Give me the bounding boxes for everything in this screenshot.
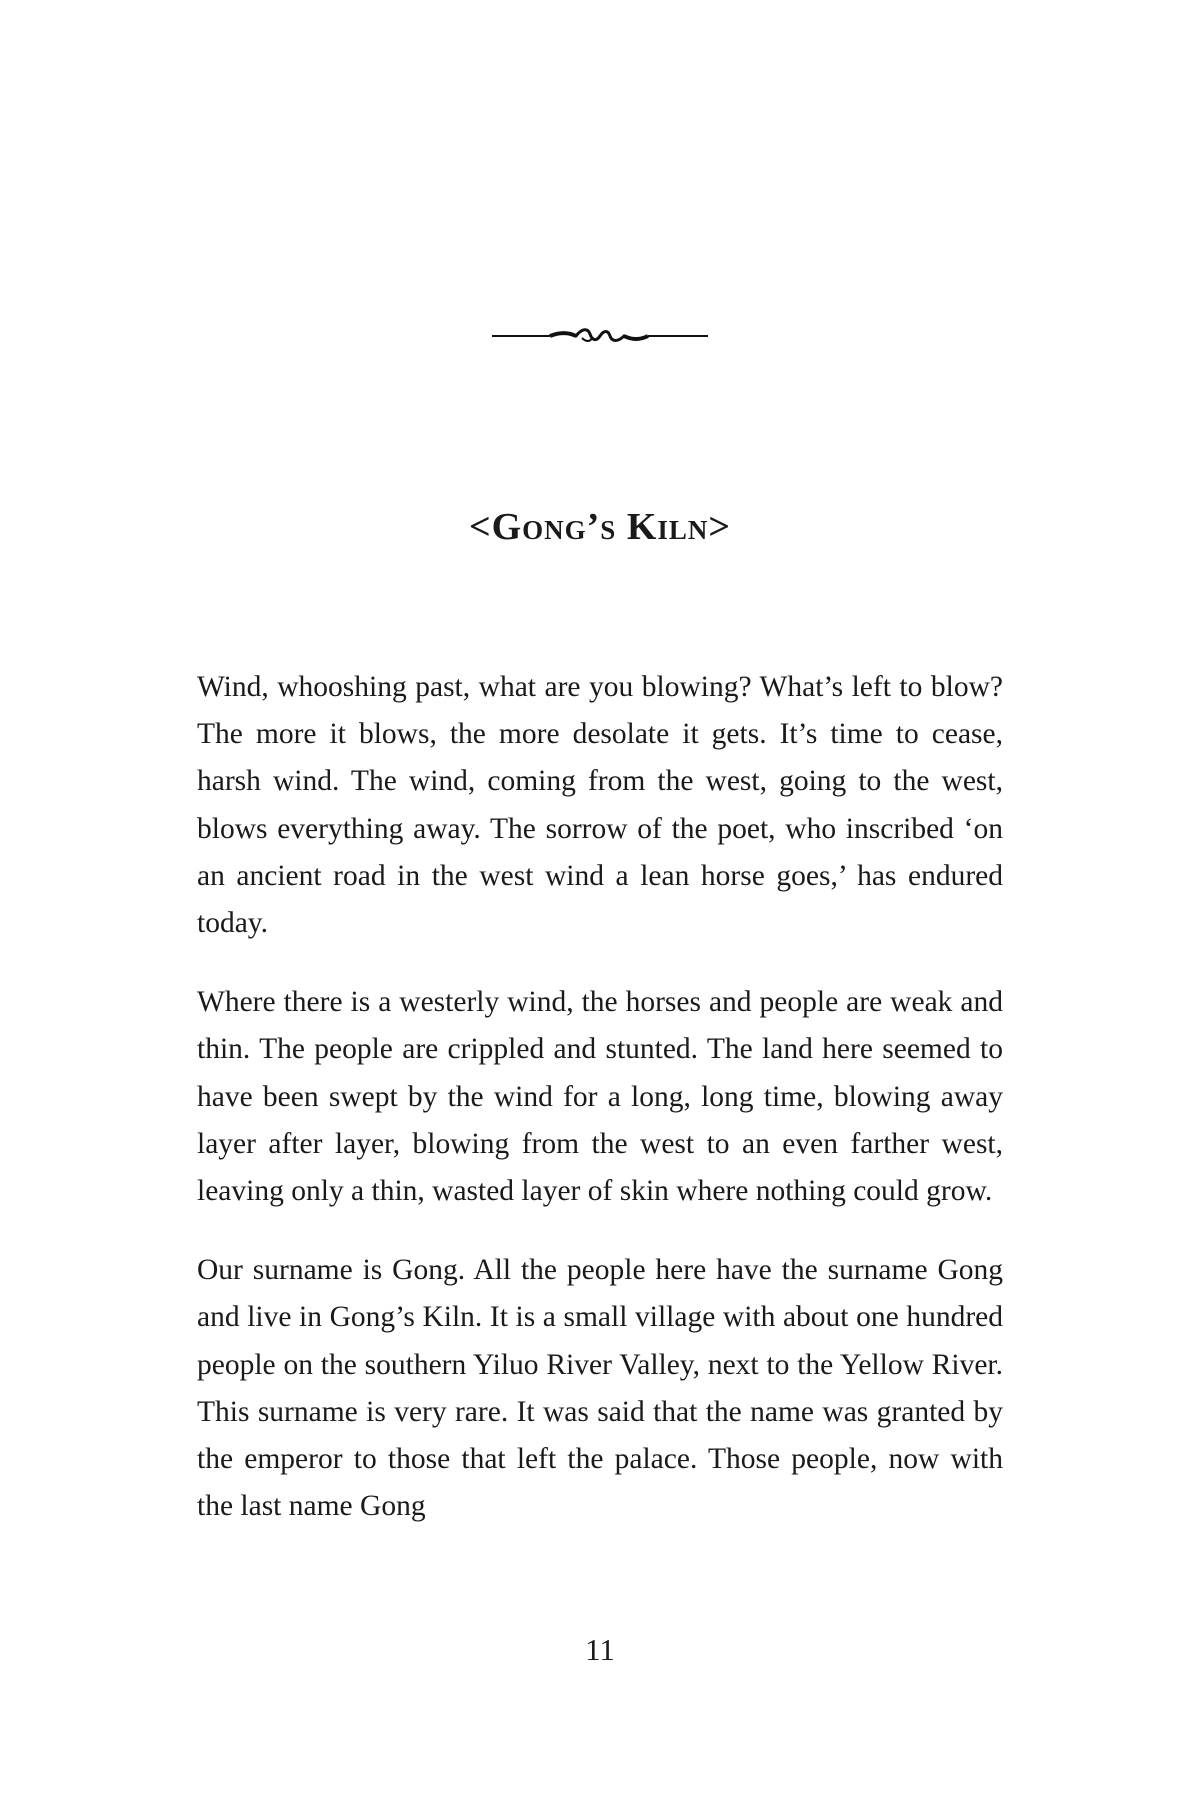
- paragraph: Wind, whooshing past, what are you blowing? What’s left to blow? The more it blows, the more desolate it gets. It’s time to cease, harsh wind. The wind, coming from the west, going to the west, blows everything away. The sorrow of the poet, who inscribed ‘on an ancient road in the west wind a lean horse goes,’ has endured today.: [197, 671, 1003, 940]
- body-text: [197, 664, 1003, 1530]
- paragraph: Our surname is Gong. All the people here have the surname Gong and live in Gong’s Kiln. It is a small village with about one hundred people on the southern Yiluo River Valley, next to the Yellow River. This surname is very rare. It was said that the name was granted by the emperor to those that left the palace. Those people, now with the last name Gong: [197, 1254, 1003, 1523]
- flourish-ornament-icon: [490, 326, 710, 346]
- page-number: 11: [585, 1632, 615, 1667]
- paragraph: Where there is a westerly wind, the horses and people are weak and thin. The people are crippled and stunted. The land here seemed to have been swept by the wind for a long, long time, blowing away layer after layer, blowing from the west to an even farther west, leaving only a thin, wasted layer of skin where nothing could grow.: [197, 986, 1003, 1208]
- chapter-title: <Gong’s Kiln>: [468, 506, 732, 548]
